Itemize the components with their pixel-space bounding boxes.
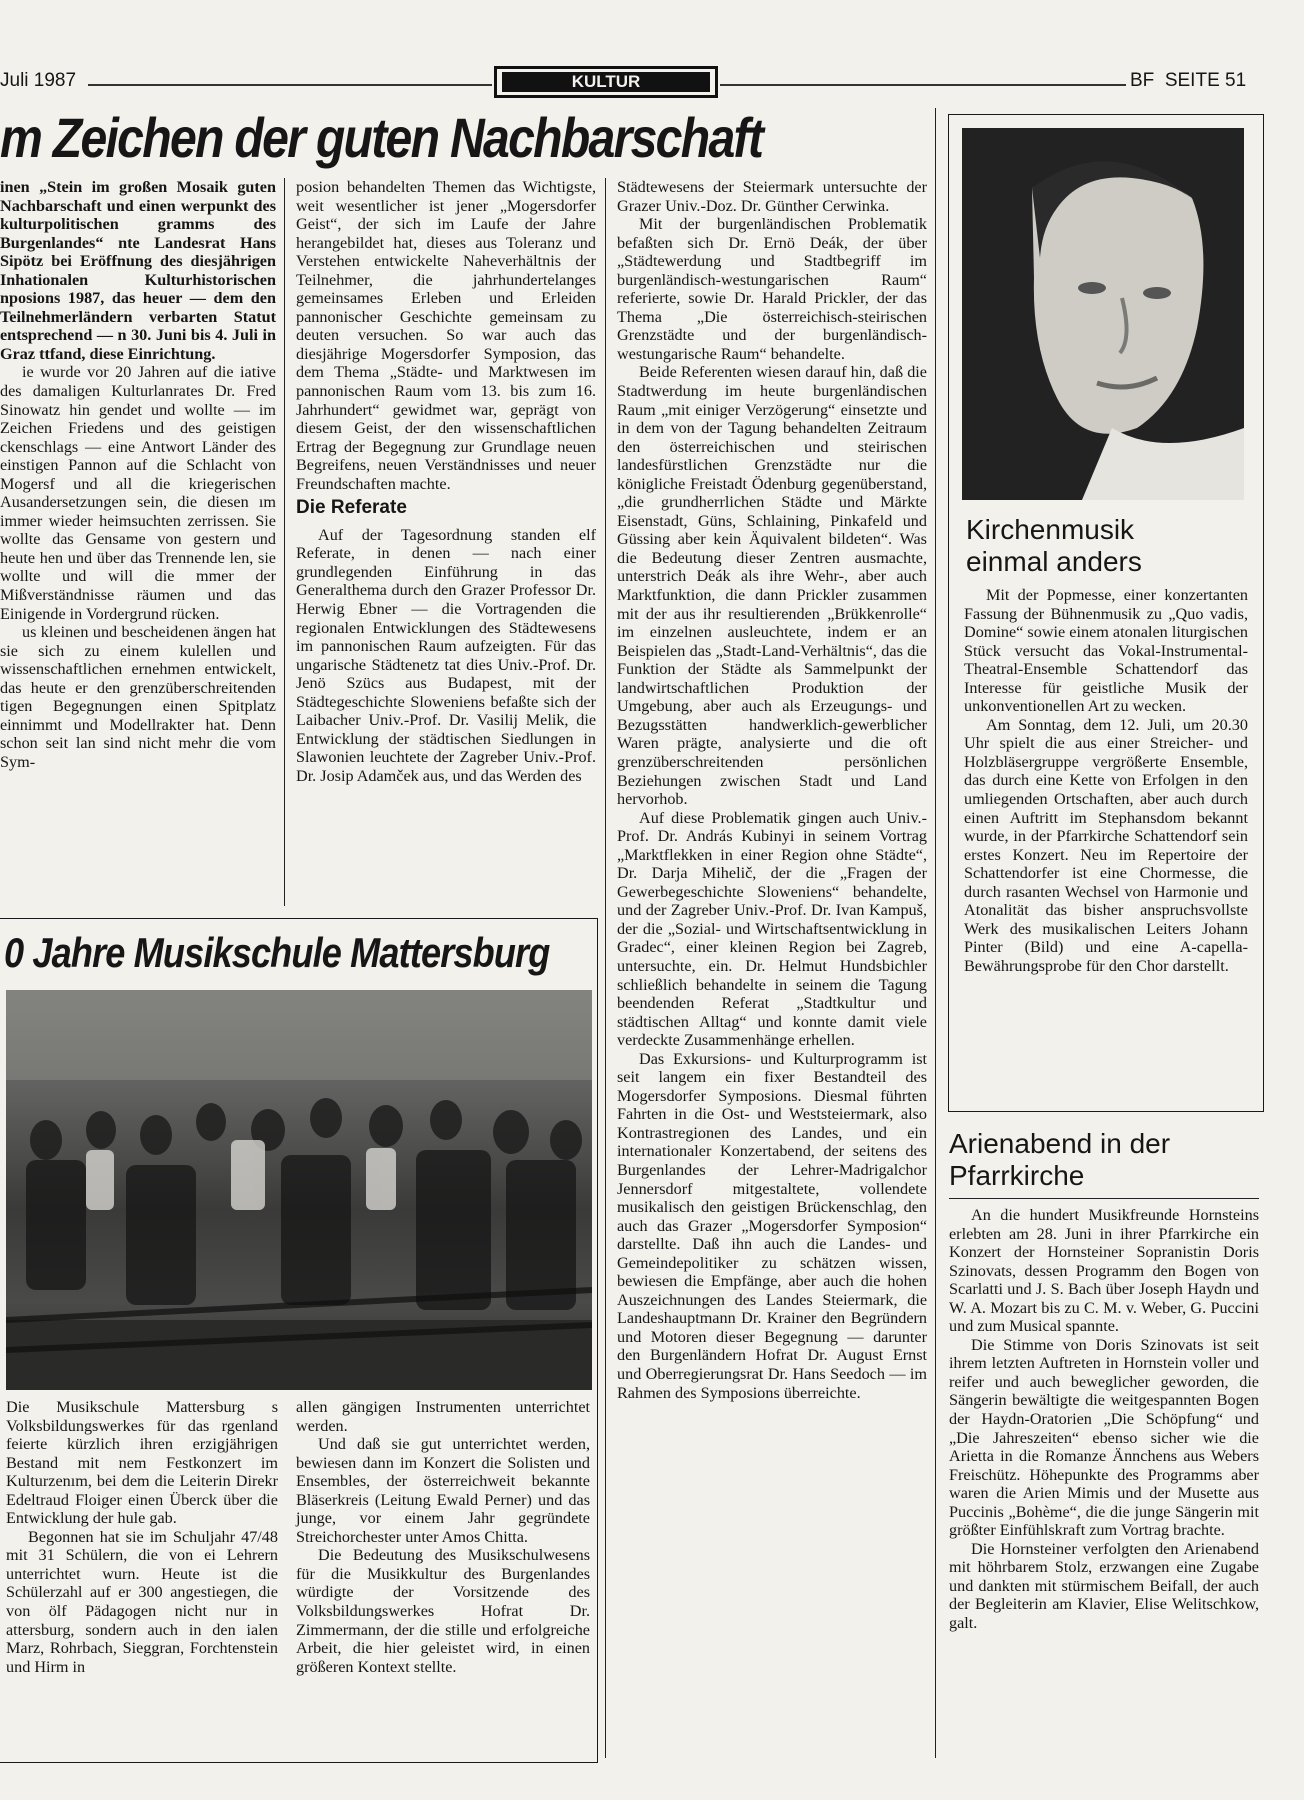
column-rule-2 [605,178,606,1758]
paragraph: Mit der Popmesse, einer konzertanten Fassung der Bühnenmusik zu „Quo vadis, Domine“ sowie einem atonalen liturgischen Stück versucht das Vokal-Instrumental-Theatral-Ensemble Schattendorf das Interesse für geistliche Musik der unkonventionellen Art zu wecken. [964,586,1248,716]
paragraph: Das Exkursions- und Kulturprogramm ist seit langem ein fixer Bestandteil des Mogersdorfer Symposions. Diesmal führten Fahrten in die Ost- und Weststeiermark, also Kontrastregionen des Landes, und ein internationaler Konzertabend, der seitens des Burgenlandes der Lehrer-Madrigalchor Jennersdorf mitgestaltete, vollendete musikalisch den geistigen Brückenschlag, den auch das Grazer „Mogersdorfer Symposion“ darstellte. Daß ihn auch die Landes- und Gemeindepolitiker zu schätzen wissen, bewiesen die Empfänge, aber auch die hohen Auszeichnungen des Landes Steiermark, die Landeshauptmann Dr. Krainer den Begründern und Motoren dieser Begegnung — darunter den Burgenländern Hofrat Dr. August Ernst und Oberregierungsrat Dr. Hans Seedoch — im Rahmen des Symposions überreichte. [617,1049,927,1402]
section-badge [494,66,718,98]
header-rule-right [720,84,1126,86]
kirchenmusik-body [964,586,1248,975]
section-badge-inner: KULTUR [502,72,710,92]
concert-audience-photo [6,990,592,1390]
paragraph: Mit der burgenländischen Problematik befaßten sich Dr. Ernö Deák, der über „Städtewerdung und Stadtbegriff im burgenländisch-westungarischen Raum“ referierte, sowie Dr. Harald Prickler, der das Thema „Die österreichisch-steirischen Grenzstädte und der burgenländisch-westungarische Raum“ behandelte. [617,215,927,363]
paragraph: Auf diese Problematik gingen auch Univ.-Prof. Dr. András Kubinyi in seinem Vortrag „Marktflekken in einer Region ohne Städte“, Dr. Darja Mihelič, der die „Fragen der Gewerbegeschichte Sloweniens“ behandelte, und der Zagreber Univ.-Prof. Dr. Ivan Kampuš, der die „Sozial- und Wirtschaftsentwicklung in Gradec“, einer kleinen Region bei Zagreb, untersuchte, ein. Dr. Helmut Hundsbichler schließlich behandelte in seinem die Tagung beendenden Referat „Stadtkultur und städtischen Alltag“ und konnte damit viele verdeckte Zusammenhänge erhellen. [617,808,927,1050]
paragraph: us kleinen und bescheidenen ängen hat sie sich zu einem kulellen und wissenschaftlichen ernehmen entwickelt, das heute er den grenzüberschreitenden tigen Begegnungen einen Spitplatz einnimmt und Modellrakter hat. Denn schon seit lan sind nicht mehr die vom Sym- [0,623,276,771]
main-headline: m Zeichen der guten Nachbarschaft [0,106,763,169]
music-school-col2 [296,1398,590,1676]
subheading: Die Referate [296,497,407,519]
paragraph: ie wurde vor 20 Jahren auf die iative des damaligen Kulturlanrates Dr. Fred Sinowatz hin gendet und wollte — im Zeichen Friedens und des geistigen ckenschlags — eine Antwort Länder des einstigen Pannon auf die Schlacht von Mogersf und all die kriegerischen Ausandersetzungen sein, die diesen ım immer wieder heimsuchten zerrissen. Sie wollte das Gensame von gestern und heute hen und über das Trennende len, sie wollte und will die mmer der Mißverständnisse räumen und das Einigende in Vordergrund rücken. [0,363,276,623]
lead-paragraph: inen „Stein im großen Mosaik guten Nachbarschaft und einen werpunkt des kulturpolitischen gramms des Burgenlandes“ nte Landesrat Hans Sipötz bei Eröffnung des diesjährigen Inhationalen Kulturhistorischen nposions 1987, das heuer — dem den Teilnehmerländern verbarten Statut entsprechend — n 30. Juni bis 4. Juli in Graz ttfand, diese Einrichtung. [0,178,276,363]
paragraph: Begonnen hat sie im Schuljahr 47/48 mit 31 Schülern, die von ei Lehrern unterrichtet wurn. Heute ist die Schülerzahl auf er 300 angestiegen, die von ölf Pädagogen nicht nur in attersburg, sondern auch in den ialen Marz, Rohrbach, Sieggran, Forchtenstein und Hirm in [6,1527,278,1676]
arienabend-headline: Arienabend in der Pfarrkirche [949,1128,1171,1191]
main-article-col2 [296,178,596,786]
paragraph: Beide Referenten wiesen darauf hin, daß die Stadtwerdung im heute burgenländischen Raum „mit einiger Verzögerung“ einsetzte und in dem von der Tagung behandelten Zeitraum den österreichischen und steirischen landesfürstlichen Grenzstädte nur die königliche Freistadt Ödenburg gegenüberstand, „die grundherrlichen Städte und Märkte Eisenstadt, Güns, Schlaining, Pinkafeld und Güssing aber kein Äquivalent bildeten“. Was die Bedeutung dieser Zentren ausmachte, unterstrich Deák als ihre Wehr-, aber auch Marktfunktion, die dann Prickler zusammen mit der aus ihr resultierenden „Brükkenrolle“ im einzelnen ausleuchtete, indem er an Beispielen das „Stadt-Land-Verhältnis“, das die Funktion der Städte als Sammelpunkt der landwirtschaftlichen Produktion der Umgebung, aber auch als Erzeugungs- und Bezugsstätten handwerklich-gewerblicher Waren prägte, analysierte und die oft grenzüberschreitenden persönlichen Beziehungen zwischen Stadt und Land hervorhob. [617,363,927,809]
paragraph: Die Hornsteiner verfolgten den Arienabend mit höhrbarem Stolz, erzwangen eine Zugabe und dankten mit stürmischem Beifall, der auch der Begleiterin am Klavier, Elise Welitschkow, galt. [949,1539,1259,1633]
portrait-illustration [962,128,1244,500]
music-school-headline: 0 Jahre Musikschule Mattersburg [4,929,550,976]
kirchenmusik-headline: Kirchenmusik einmal anders [966,514,1142,577]
music-school-col1 [6,1398,278,1676]
paragraph: Die Stimme von Doris Szinovats ist seit ihrem letzten Auftreten in Hornstein voller und reifer und auch beweglicher geworden, die Sängerin bewältigte die weitgespannten Bogen der Haydn-Oratorien „Die Schöpfung“ und „Die Jahreszeiten“ ebenso sicher wie die Arietta in die Romanze Ännchens aus Webers Freischütz. Höhepunkte des Programms aber waren die Arien Mimis und der Musette aus Puccinis „Bohème“, die die junge Sängerin mit größter Einfühlskraft zum Vortrag brachte. [949,1335,1259,1540]
header-date: Juli 1987 [0,70,77,91]
paragraph: Die Bedeutung des Musikschulwesens für die Musikkultur des Burgenlandes würdigte der Vorsitzende des Volksbildungswerkes Hofrat Dr. Zimmermann, der die stille und erfolgreiche Arbeit, die hier geleistet wird, in einen größeren Kontext stellte. [296,1546,590,1676]
johann-pinter-portrait [962,128,1244,500]
paragraph: Am Sonntag, dem 12. Juli, um 20.30 Uhr spielt die aus einer Streicher- und Holzbläsergruppe vergrößerte Ensemble, das durch eine Kette von Erfolgen in den umliegenden Ortschaften, aber auch durch einen Auftritt im Stephansdom bekannt wurde, in der Pfarrkirche Schattendorf sein erstes Konzert. Neu im Repertoire der Schattendorfer ist eine Chormesse, die durch rasanten Wechsel von Harmonie und Atonalität das bisher anspruchsvollste Werk des musikalischen Leiters Johann Pinter (Bild) und eine A-capella-Bewährungsprobe für den Chor darstellt. [964,715,1248,975]
paragraph: Städtewesens der Steiermark untersuchte der Grazer Univ.-Doz. Dr. Günther Cerwinka. [617,178,927,215]
main-article-col1 [0,178,276,772]
paragraph: Und daß sie gut unterrichtet werden, bewiesen dann im Konzert die Solisten und Ensembles, der österreichweit bekannte Bläserkreis (Leitung Ewald Perner) und das junge, vor einem Jahr gegründete Streichorchester unter Amos Chitta. [296,1435,590,1546]
column-rule-1 [284,178,285,906]
header-rule-left [88,84,492,86]
paragraph: Die Musikschule Mattersburg s Volksbildungswerkes für das rgenland feierte kürzlich ihren erzigjährigen Bestand mit nem Festkonzert im Kulturzenım, bei dem die Leiterin Direkr Edeltraud Floiger einen Überck über die Entwicklung der hule gab. [6,1398,278,1528]
arienabend-rule [949,1198,1259,1199]
column-rule-3 [935,108,936,1758]
main-article-col3 [617,178,927,1402]
audience-illustration [6,990,592,1390]
paragraph: Auf der Tagesordnung standen elf Referate, in denen — nach einer grundlegenden Einführung in das Generalthema durch den Grazer Professor Dr. Herwig Ebner — die Vortragenden die regionalen Entwicklungen des Städtewesens im pannonischen Raum aufzeigten. Für das ungarische Städtenetz tat dies Univ.-Prof. Dr. Jenö Szücs aus Budapest, mit der Städtegeschichte Sloweniens befaßte sich der Laibacher Univ.-Prof. Dr. Vasilij Melik, die Entwicklung der städtischen Siedlungen in Slawonien leuchtete der Zagreber Univ.-Prof. Dr. Josip Adamček aus, und das Werden des [296,525,596,785]
paragraph: An die hundert Musikfreunde Hornsteins erlebten am 28. Juni in ihrer Pfarrkirche ein Konzert der Hornsteiner Sopranistin Doris Szinovats, dessen Programm den Bogen von Scarlatti und J. S. Bach über Joseph Haydn und W. A. Mozart bis zu C. M. v. Weber, G. Puccini und zum Musical spannte. [949,1206,1259,1336]
arienabend-body [949,1206,1259,1633]
paragraph: posion behandelten Themen das Wichtigste, weit wesentlicher ist jener „Mogersdorfer Geist“, der sich im Laufe der Jahre herangebildet hat, dieses aus Toleranz und Verstehen entwickelte Naheverhältnis der Teilnehmer, die jahrhundertelanges gemeinsames Erleben und Erleiden pannonischer Geschichte gemeinsam zu deuten versuchen. So war auch das diesjährige Mogersdorfer Symposion, das dem Thema „Städte- und Marktwesen im pannonischen Raum vom 13. bis zum 16. Jahrhundert“ gewidmet war, geprägt von diesem Geist, der den wissenschaftlichen Ertrag der Begegnung zur Grundlage neuen Begreifens, neuen Verständnisses und neuer Freundschaften machte. [296,178,596,493]
paragraph: allen gängigen Instrumenten unterrichtet werden. [296,1398,590,1435]
header-page: BF SEITE 51 [1130,70,1247,91]
